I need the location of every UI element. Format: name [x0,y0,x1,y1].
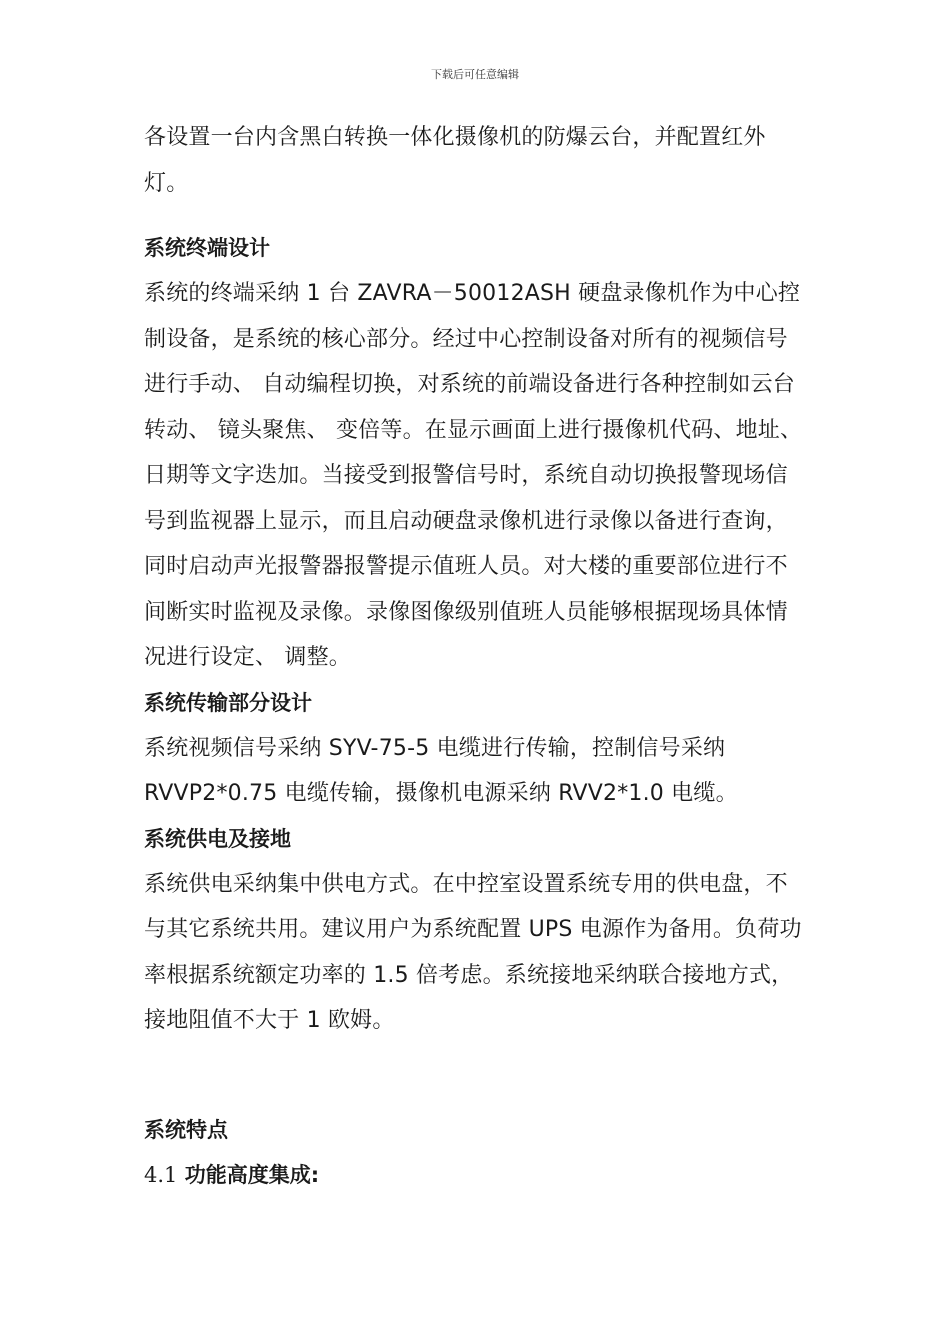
transmission-design-paragraph: 系统视频信号采纳 SYV-75-5 电缆进行传输，控制信号采纳 RVVP2*0.75 电缆传输，摄像机电源采纳 RVV2*1.0 电缆。 [144,735,738,806]
transmission-design-heading: 系统传输部分设计 [144,690,312,715]
power-grounding-paragraph: 系统供电采纳集中供电方式。在中控室设置系统专用的供电盘，不与其它系统共用。建议用户为系统配置 UPS 电源作为备用。负荷功率根据系统额定功率的 1.5 倍考虑。系统接地采纳联合接地方式，接地阻值不大于 1 欧姆。 [144,871,802,1033]
power-grounding-heading: 系统供电及接地 [144,826,291,851]
document-body [144,115,809,1198]
section-number: 4.1 [144,1162,178,1187]
terminal-design-heading: 系统终端设计 [144,236,270,260]
page-header-note: 下载后可任意编辑 [431,68,519,81]
section-title: 功能高度集成: [184,1162,320,1187]
section-heading [144,1153,809,1198]
intro-paragraph: 各设置一台内含黑白转换一体化摄像机的防爆云台，并配置红外灯。 [144,125,766,196]
terminal-design-paragraph: 系统的终端采纳 1 台 ZAVRA－50012ASH 硬盘录像机作为中心控制设备，是系统的核心部分。经过中心控制设备对所有的视频信号进行手动、 自动编程切换，对系统的前端设备进行各种控制如云台转动、 镜头聚焦、 变倍等。在显示画面上进行摄像机代码、地址、 日期等文字迭加。当接受到报警信号时，系统自动切换报警现场信号到监视器上显示，而且启动硬盘录像机进行录像以备进行查询，同时启动声光报警器报警提示值班人员。对大楼的重要部位进行不间断实时监视及录像。录像图像级别值班人员能够根据现场具体情况进行设定、 调整。 [144,281,803,670]
system-features-heading: 系统特点 [144,1117,228,1142]
